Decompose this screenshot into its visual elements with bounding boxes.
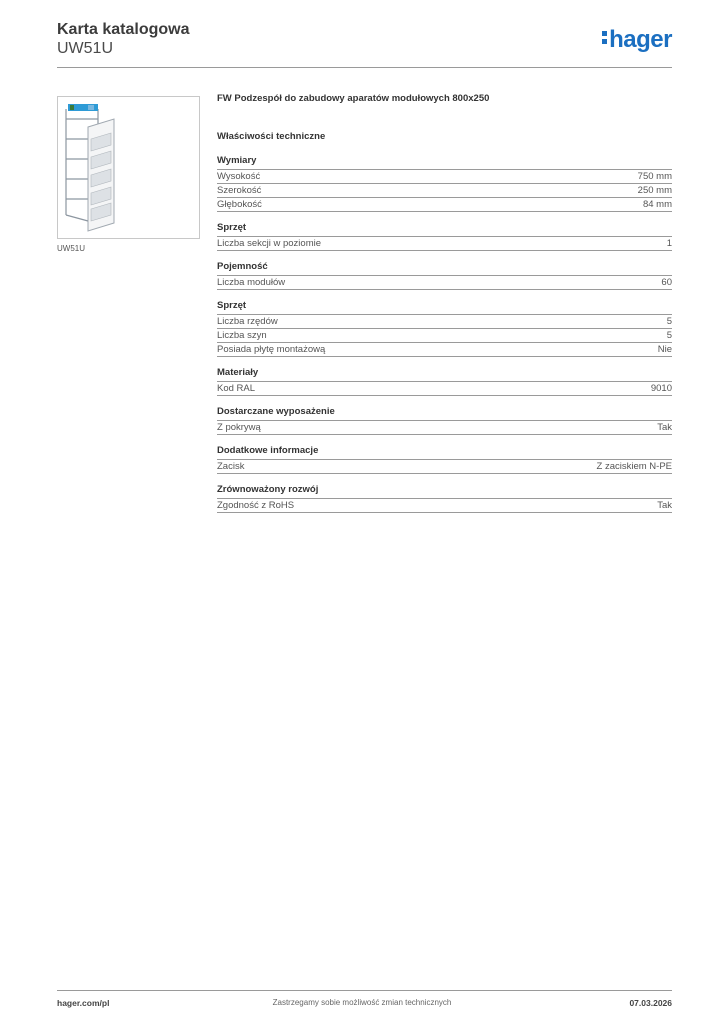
spec-section — [217, 367, 672, 396]
spec-row — [217, 421, 672, 435]
tech-properties-heading: Właściwości techniczne — [217, 131, 326, 142]
spec-label: Zgodność z RoHS — [217, 500, 295, 511]
spec-section — [217, 222, 672, 251]
document-title: Karta katalogowa — [57, 21, 190, 38]
spec-value: 5 — [666, 330, 672, 341]
spec-value: 9010 — [650, 383, 672, 394]
section-heading: Materiały — [217, 367, 672, 382]
hager-logo — [602, 26, 672, 54]
spec-label: Liczba szyn — [217, 330, 267, 341]
spec-section — [217, 300, 672, 357]
spec-label: Kod RAL — [217, 383, 256, 394]
spec-value: 1 — [666, 238, 672, 249]
spec-section — [217, 445, 672, 474]
spec-row — [217, 343, 672, 357]
section-heading: Zrównoważony rozwój — [217, 484, 672, 499]
spec-value: 750 mm — [637, 171, 672, 182]
spec-section — [217, 155, 672, 212]
section-heading: Sprzęt — [217, 222, 672, 237]
section-heading: Sprzęt — [217, 300, 672, 315]
spec-label: Zacisk — [217, 461, 245, 472]
spec-row — [217, 276, 672, 290]
spec-label: Posiada płytę montażową — [217, 344, 326, 355]
modular-enclosure-frame-illustration — [58, 97, 199, 238]
section-heading: Wymiary — [217, 155, 672, 170]
spec-label: Liczba rzędów — [217, 316, 278, 327]
spec-row — [217, 382, 672, 396]
spec-label: Szerokość — [217, 185, 262, 196]
spec-label: Liczba modułów — [217, 277, 286, 288]
spec-row — [217, 329, 672, 343]
spec-row — [217, 499, 672, 513]
spec-row — [217, 184, 672, 198]
spec-value: 84 mm — [642, 199, 672, 210]
header-divider — [57, 67, 672, 68]
footer-website: hager.com/pl — [57, 998, 110, 1008]
footer-date: 07.03.2026 — [629, 998, 672, 1008]
spec-row — [217, 170, 672, 184]
spec-label: Wysokość — [217, 171, 261, 182]
product-details — [217, 93, 672, 513]
footer-notice: Zastrzegamy sobie możliwość zmian technicznych — [272, 998, 452, 1007]
spec-value: Tak — [657, 422, 672, 433]
product-code: UW51U — [57, 40, 114, 57]
spec-value: 5 — [666, 316, 672, 327]
spec-section — [217, 406, 672, 435]
section-heading: Pojemność — [217, 261, 672, 276]
logo-text: hager — [609, 26, 672, 53]
image-caption: UW51U — [57, 244, 86, 253]
spec-row — [217, 237, 672, 251]
spec-row — [217, 198, 672, 212]
spec-value: Nie — [657, 344, 672, 355]
spec-label: Liczba sekcji w poziomie — [217, 238, 322, 249]
spec-row — [217, 460, 672, 474]
page-header — [57, 20, 672, 68]
spec-label: Z pokrywą — [217, 422, 261, 433]
section-heading: Dodatkowe informacje — [217, 445, 672, 460]
spec-value: Tak — [657, 500, 672, 511]
product-title: FW Podzespół do zabudowy aparatów modułowych 800x250 — [217, 93, 490, 104]
spec-label: Głębokość — [217, 199, 262, 210]
product-image — [57, 96, 200, 239]
footer-divider — [57, 990, 672, 991]
spec-section — [217, 261, 672, 290]
spec-section — [217, 484, 672, 513]
spec-sections — [217, 155, 672, 513]
logo-colon-icon — [602, 30, 607, 45]
section-heading: Dostarczane wyposażenie — [217, 406, 672, 421]
spec-value: Z zaciskiem N-PE — [596, 461, 672, 472]
spec-row — [217, 315, 672, 329]
spec-value: 250 mm — [637, 185, 672, 196]
spec-value: 60 — [661, 277, 672, 288]
